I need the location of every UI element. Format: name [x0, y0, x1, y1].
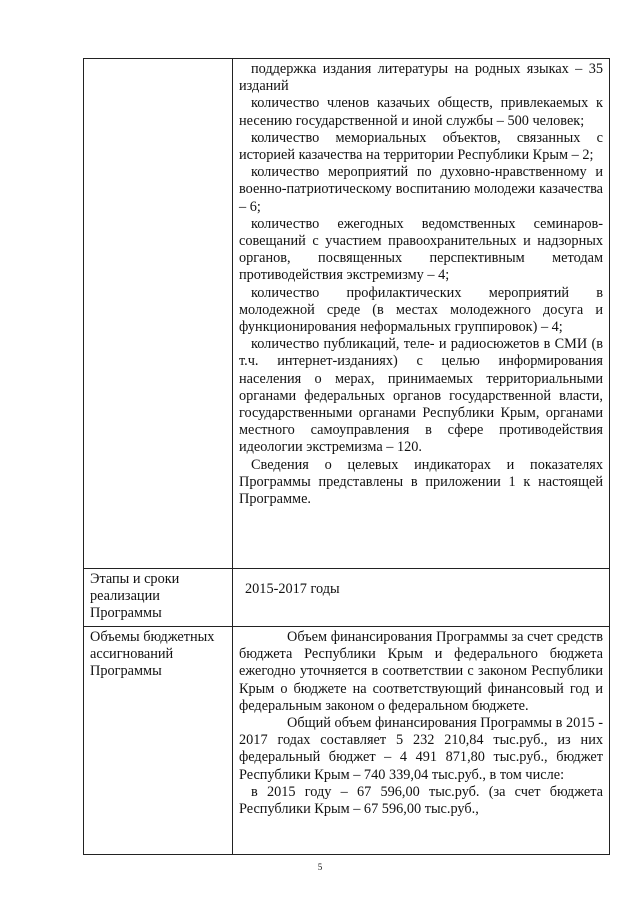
period-value: 2015-2017 годы [245, 581, 340, 597]
page-number: 5 [317, 862, 323, 872]
indicator-paragraph: количество ежегодных ведомственных семинаров-совещаний с участием правоохранительных и надзорных органов, посвященных перспективным методам противодействия экстремизму – 4; [239, 215, 603, 284]
indicator-paragraph: количество профилактических мероприятий в молодежной среде (в местах молодежного досуга и функционирования неформальных группировок) – 4; [239, 284, 603, 336]
row-label [84, 569, 233, 627]
row-content [233, 569, 610, 627]
funding-paragraph: Общий объем финансирования Программы в 2015 - 2017 годах составляет 5 232 210,84 тыс.руб., из них федеральный бюджет – 4 491 871,80 тыс.руб., бюджет Республики Крым – 740 339,04 тыс.руб., в том числе: [239, 715, 603, 783]
indicator-paragraph: количество мероприятий по духовно-нравственному и военно-патриотическому воспитанию молодежи казачества – 6; [239, 164, 603, 215]
row-content [233, 59, 610, 569]
row-label-text: Этапы и сроки реализации Программы [90, 571, 180, 622]
funding-paragraph: Объем финансирования Программы за счет средств бюджета Республики Крым и федерального бюджета ежегодно уточняется в соответствии с законом Республики Крым о бюджете на соответствующий финансовый год и федеральным законом о федеральном бюджете. [239, 629, 603, 714]
indicator-paragraph: поддержка издания литературы на родных языках – 35 изданий [239, 61, 603, 95]
table-row [84, 569, 610, 627]
row-label-text: Объемы бюджетных ассигнований Программы [90, 629, 215, 680]
table-row [84, 627, 610, 855]
indicator-paragraph: количество публикаций, теле- и радиосюжетов в СМИ (в т.ч. интернет-изданиях) с целью информирования населения о мерах, принимаемых территориальными органами федеральных органов государственной власти, государственными органами Республики Крым, органами местного самоуправления в сфере противодействия идеологии экстремизма – 120. [239, 336, 603, 456]
program-passport-table [83, 58, 610, 855]
indicator-paragraph: Сведения о целевых индикаторах и показателях Программы представлены в приложении 1 к настоящей Программе. [239, 456, 603, 508]
funding-paragraph: в 2015 году – 67 596,00 тыс.руб. (за счет бюджета Республики Крым – 67 596,00 тыс.руб., [239, 783, 603, 818]
row-content [233, 627, 610, 855]
row-label [84, 59, 233, 569]
indicator-paragraph: количество членов казачьих обществ, привлекаемых к несению государственной и иной службы – 500 человек; [239, 95, 603, 129]
row-label [84, 627, 233, 855]
table-row [84, 59, 610, 569]
indicator-paragraph: количество мемориальных объектов, связанных с историей казачества на территории Республики Крым – 2; [239, 129, 603, 164]
